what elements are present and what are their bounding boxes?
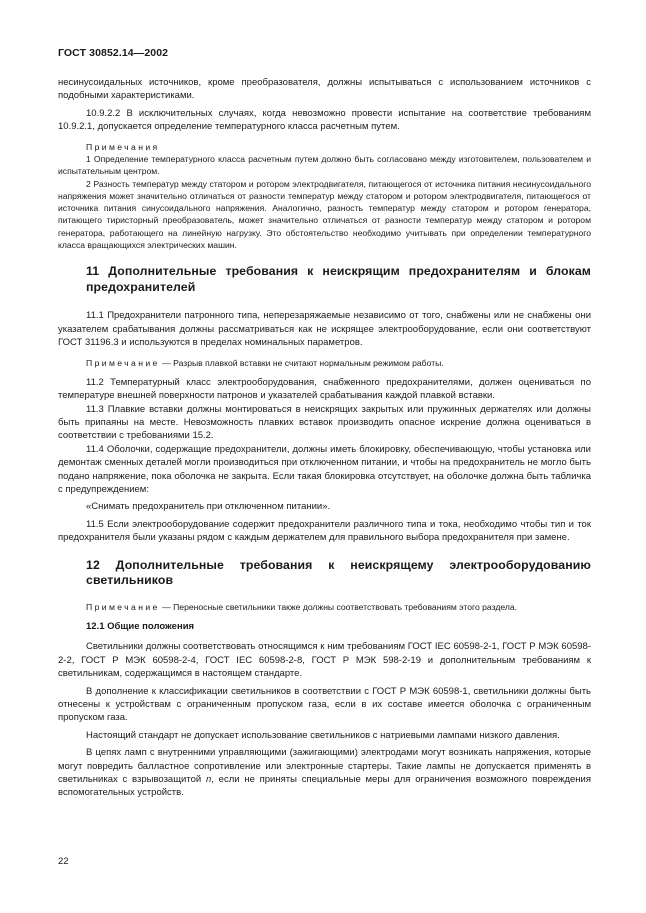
section-12-1-title: 12.1 Общие положения: [86, 620, 195, 632]
note-11: [58, 357, 591, 369]
paragraph-12-d: [58, 746, 591, 800]
paragraph-12-d-n: n: [205, 774, 212, 786]
note-11-label: Примечание: [86, 357, 160, 368]
paragraph-11-4: 11.4 Оболочки, содержащие предохранители, должны иметь блокировку, обеспечивающую, чтобы установка или демонтаж сменных деталей могли производиться при отключенном питании, и чтобы на предохранитель не могло быть подано напряжение, пока оболочка не закрыта. Если такая блокировка отсутствует, на оболочке должна быть табличка с предупреждением:: [58, 443, 591, 496]
paragraph-10-9-2-2: 10.9.2.2 В исключительных случаях, когда невозможно провести испытание на соответствие требованиям 10.9.2.1, допускается определение температурного класса расчетным путем.: [58, 107, 591, 133]
document-header: ГОСТ 30852.14—2002: [58, 47, 169, 59]
paragraph-12-d-part2: , если не приняты специальные меры для ограничения возможного повреждения вспомогательных устройств.: [58, 774, 591, 799]
paragraph-11-3: 11.3 Плавкие вставки должны монтироваться в неискрящих закрытых или пружинных держателях или должны быть припаяны на месте. Невозможность плавких вставок производить опасное искрение должна оцениваться в соответствии с требованиями 15.2.: [58, 403, 591, 442]
note-1: 1 Определение температурного класса расчетным путем должно быть согласовано между изготовителем, пользователем и испытательным центром.: [58, 153, 591, 177]
paragraph-11-2: 11.2 Температурный класс электрооборудования, снабженного предохранителями, должен оцениваться по температуре внешней поверхности патронов и указателей срабатывания каждой плавкой вставки.: [58, 376, 591, 402]
paragraph-11-5: 11.5 Если электрооборудование содержит предохранители различного типа и тока, необходимо чтобы тип и ток предохранителя были указаны рядом с каждым держателем для правильного выбора предохранителя при замене.: [58, 518, 591, 544]
paragraph-12-b: В дополнение к классификации светильников в соответствии с ГОСТ Р МЭК 60598-1, светильники должны быть отнесены к устройствам с ограниченным пропуском газа, если в их составе имеется оболочка с ограниченным пропуском газа.: [58, 685, 591, 724]
paragraph-12-a: Светильники должны соответствовать относящимся к ним требованиям ГОСТ IEC 60598-2-1, ГОСТ Р МЭК 60598-2-2, ГОСТ Р МЭК 60598-2-4, ГОСТ IEC 60598-2-8, ГОСТ Р МЭК 598-2-19 и дополнительным требованиям к светильникам, содержащимся в настоящем стандарте.: [58, 641, 591, 680]
paragraph-continuation: несинусоидальных источников, кроме преобразователя, должны испытываться с использованием источников с подобными характеристиками.: [58, 77, 591, 102]
paragraph-11-1: 11.1 Предохранители патронного типа, неперезаряжаемые независимо от того, снабжены или не снабжены они указателем срабатывания должны рассматриваться как не искрящее электрооборудование, если они соответствуют ГОСТ 31196.3 и используются в пределах номинальных параметров.: [58, 310, 591, 349]
note-12-text: — Переносные светильники также должны соответствовать требованиям этого раздела.: [159, 601, 518, 612]
paragraph-12-c: Настоящий стандарт не допускает использование светильников с натриевыми лампами низкого давления.: [86, 729, 560, 741]
section-12-title: 12 Дополнительные требования к неискрящему электрооборудованию светильников: [86, 557, 591, 588]
paragraph-11-4-quote: «Снимать предохранитель при отключенном питании».: [86, 501, 331, 513]
notes-heading: [58, 141, 591, 153]
page-content: [58, 76, 591, 800]
section-11-title: 11 Дополнительные требования к неискрящим предохранителям и блокам предохранителей: [86, 264, 591, 294]
paragraph-12-d-part1: В цепях ламп с внутренними управляющими (зажигающими) электродами могут возникать напряжения, которые могут повредить балластное сопротивление или электронные стартеры. Такие лампы не допускается применять в светильниках с взрывозащитой: [58, 747, 591, 786]
note-12: [58, 601, 591, 613]
page-number: 22: [58, 856, 69, 867]
note-2: 2 Разность температур между статором и ротором электродвигателя, питающегося от источника питания несинусоидального напряжения может значительно отличаться от разности температур между статором и ротором электродвигателя, питающегося от источника питания синусоидального напряжения. Аналогично, разность температур между статором и ротором генератора, питающего тиристорный преобразователь, может значительно отличаться от разности температур между статором и ротором генератора, работающего на линейную нагрузку. Это обстоятельство необходимо учитывать при определении температурного класса вращающихся электрических машин.: [58, 178, 591, 250]
note-12-label: Примечание: [86, 601, 160, 612]
note-11-text: — Разрыв плавкой вставки не считают нормальным режимом работы.: [159, 357, 444, 368]
notes-heading-text: Примечания: [86, 141, 160, 152]
